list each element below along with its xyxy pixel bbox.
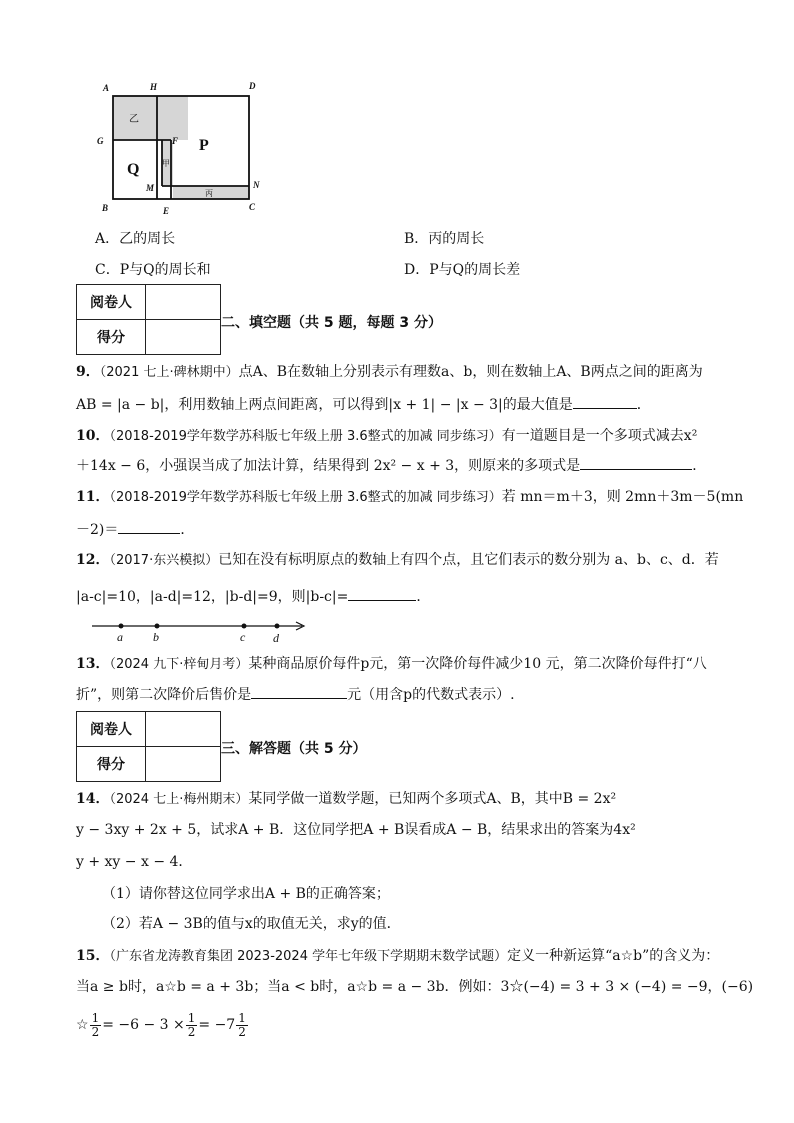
score-label: 得分 (77, 747, 146, 782)
score-table-3 (76, 711, 221, 782)
region-jia: 甲 (162, 159, 170, 168)
reviewer-cell[interactable] (146, 712, 221, 747)
region-P: P (199, 137, 209, 154)
point-c (242, 624, 247, 629)
label-M: M (146, 183, 155, 193)
q13-line2: 折”，则第二次降价后售价是 元（用含p的代数式表示）. (76, 684, 515, 705)
fraction-one-half: $\frac{1}{2}$ (238, 1010, 246, 1039)
q14-line3: y + xy − x − 4． (76, 854, 193, 870)
point-label-c: c (240, 630, 246, 644)
point-a (119, 624, 124, 629)
option-c[interactable]: C．P与Q的周长和 (95, 262, 211, 278)
q12-line1: 12．（2017·东兴模拟）已知在没有标明原点的数轴上有四个点，且它们表示的数分别为 a、b、c、d．若 (76, 552, 719, 568)
point-label-a: a (117, 630, 123, 644)
q10-answer-blank[interactable] (580, 455, 692, 470)
score-label: 得分 (77, 320, 146, 355)
score-cell[interactable] (146, 320, 221, 355)
point-b (155, 624, 160, 629)
q11-line2: －2)＝ ． (76, 519, 194, 540)
q11-answer-blank[interactable] (118, 519, 180, 534)
option-d[interactable]: D．P与Q的周长差 (404, 262, 521, 278)
q10-line2: ＋14x − 6，小强误当成了加法计算，结果得到 2x² − x + 3，则原来的多项式是 ． (76, 455, 706, 476)
section-2-title: 二、填空题（共 5 题，每题 3 分） (221, 315, 442, 331)
label-H: H (150, 82, 158, 92)
q14-subquestion-2: （2）若A − 3B的值与x的取值无关，求y的值． (102, 916, 401, 932)
q15-line3: ☆ $\frac{1}{2}$ = −6 − 3 × $\frac{1}{2}$ = −7 $\frac{1}{2}$ (76, 1010, 246, 1039)
fraction-one-half: $\frac{1}{2}$ (187, 1010, 196, 1039)
fraction-one-half: $\frac{1}{2}$ (91, 1010, 100, 1039)
label-D: D (249, 81, 256, 91)
point-label-b: b (153, 630, 159, 644)
label-A: A (103, 83, 110, 93)
label-G: G (97, 136, 104, 146)
region-bing: 丙 (205, 189, 213, 198)
option-b[interactable]: B．丙的周长 (404, 231, 485, 247)
geometry-figure (90, 78, 275, 220)
q11-line1: 11．（2018-2019学年数学苏科版七年级上册 3.6整式的加减 同步练习）若 mn＝m＋3，则 2mn＋3m－5(mn (76, 489, 744, 505)
q12-answer-blank[interactable] (348, 586, 416, 601)
q9-answer-blank[interactable] (573, 394, 637, 409)
q12-line2: |a-c|=10，|a-d|=12，|b-d|=9，则|b-c|= ． (76, 586, 430, 607)
region-yi: 乙 (129, 114, 139, 125)
reviewer-cell[interactable] (146, 285, 221, 320)
score-cell[interactable] (146, 747, 221, 782)
label-N: N (253, 180, 260, 190)
q14-subquestion-1: （1）请你替这位同学求出A + B的正确答案； (102, 886, 390, 902)
label-B: B (102, 203, 109, 213)
label-E: E (163, 206, 170, 216)
point-d (275, 624, 280, 629)
section-3-title: 三、解答题（共 5 分） (221, 741, 367, 757)
label-F: F (172, 136, 179, 146)
number-line (90, 616, 312, 644)
q9-line1: 9．（2021 七上·碑林期中）点A、B在数轴上分别表示有理数a、b，则在数轴上A、B两点之间的距离为 (76, 364, 703, 380)
q14-line2: y − 3xy + 2x + 5，试求A + B．这位同学把A + B误看成A − B，结果求出的答案为4x² (76, 822, 636, 838)
q15-line2: 当a ≥ b时，a☆b = a + 3b；当a < b时，a☆b = a − 3b．例如：3☆(−4) = 3 + 3 × (−4) = −9，(−6) (76, 979, 754, 995)
q13-answer-blank[interactable] (251, 684, 347, 699)
q10-line1: 10．（2018-2019学年数学苏科版七年级上册 3.6整式的加减 同步练习）有一道题目是一个多项式减去x² (76, 428, 698, 444)
score-table-2 (76, 284, 221, 355)
label-C: C (249, 202, 256, 212)
reviewer-label: 阅卷人 (77, 285, 146, 320)
q15-line1: 15．（广东省龙涛教育集团 2023-2024 学年七年级下学期期末数学试题）定义一种新运算“a☆b”的含义为： (76, 948, 720, 964)
q9-line2: AB = |a − b|，利用数轴上两点间距离，可以得到|x + 1| − |x − 3|的最大值是 ． (76, 394, 651, 415)
point-label-d: d (273, 631, 279, 644)
region-Q: Q (127, 161, 140, 178)
reviewer-label: 阅卷人 (77, 712, 146, 747)
q14-line1: 14．（2024 七上·梅州期末）某同学做一道数学题，已知两个多项式A、B，其中B = 2x² (76, 791, 617, 807)
option-a[interactable]: A．乙的周长 (95, 231, 176, 247)
q13-line1: 13．（2024 九下·梓甸月考）某种商品原价每件p元，第一次降价每件减少10 元，第二次降价每件打“八 (76, 656, 707, 672)
